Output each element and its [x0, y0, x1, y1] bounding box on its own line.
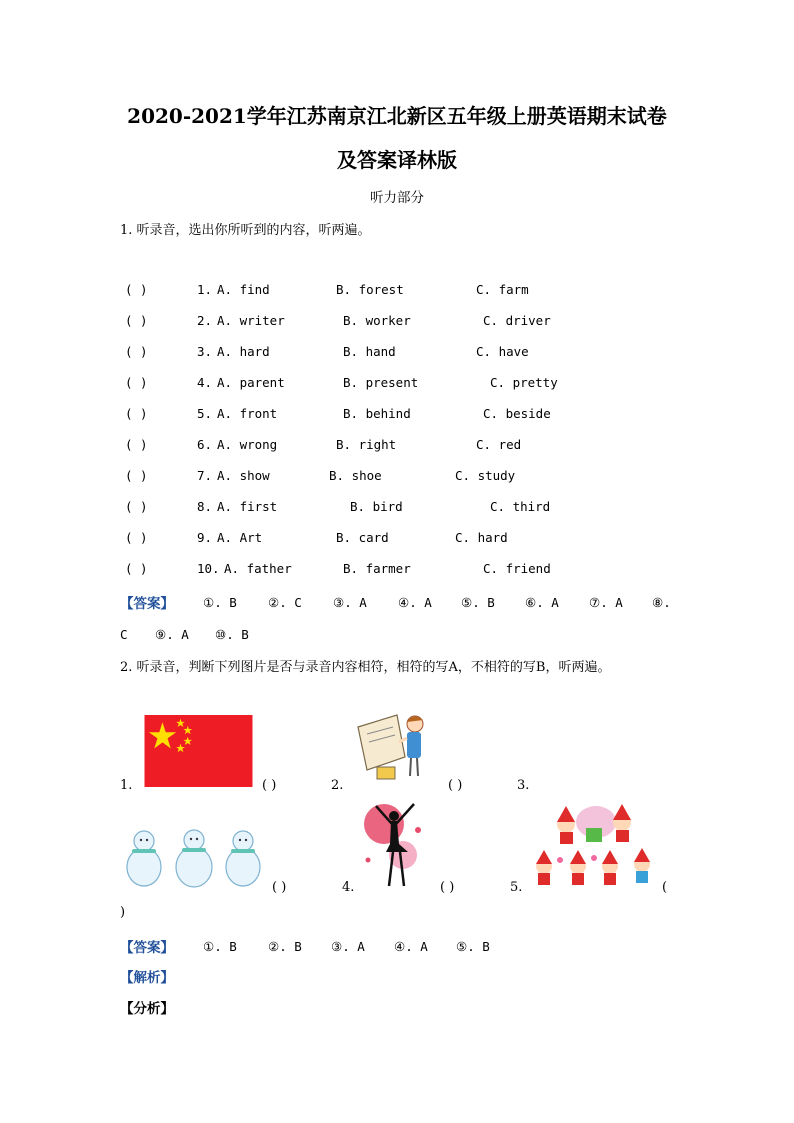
q1-item-9-option-b: B. card: [336, 530, 389, 545]
q1-item-8-option-c: C. third: [490, 499, 551, 514]
q2-instruction: 2. 听录音，判断下列图片是否与录音内容相符，相符的写A，不相符的写B，听两遍。: [120, 660, 611, 675]
q1-answer-5: ⑤. B: [461, 595, 495, 610]
q2-pic4-number: 4.: [342, 880, 355, 895]
q1-item-6-option-b: B. right: [336, 437, 397, 452]
q2-answer-5: ⑤. B: [456, 939, 490, 954]
q1-item-1-option-b: B. forest: [336, 282, 404, 297]
q1-item-6-number: 6.: [197, 437, 213, 452]
q1-item-9-number: 9.: [197, 530, 213, 545]
q1-answer-7: ⑦. A: [589, 595, 623, 610]
q1-item-3-number: 3.: [197, 344, 213, 359]
q2-pic5-answer-close: ): [120, 905, 126, 920]
q1-answer-2: ②. C: [268, 595, 302, 610]
q2-pic1-number: 1.: [120, 778, 133, 793]
china-flag-image: [143, 715, 254, 787]
q1-item-3-answer-blank[interactable]: ( ): [125, 344, 148, 359]
q1-item-9-option-c: C. hard: [455, 530, 508, 545]
q2-pic5-answer-open[interactable]: (: [662, 880, 668, 895]
q1-item-3-option-a: A. hard: [217, 344, 270, 359]
teacher-board-image: [355, 712, 433, 782]
document-title-line2: 及答案译林版: [337, 148, 457, 172]
q1-answer-6: ⑥. A: [525, 595, 559, 610]
q1-item-7-option-c: C. study: [455, 468, 516, 483]
q1-item-10-number: 10.: [197, 561, 220, 576]
q2-answer-label: 【答案】: [120, 940, 174, 956]
q1-item-4-option-a: A. parent: [217, 375, 285, 390]
q2-pic5-number: 5.: [510, 880, 523, 895]
q1-item-2-answer-blank[interactable]: ( ): [125, 313, 148, 328]
document-title-line1: 2020-2021学年江苏南京江北新区五年级上册英语期末试卷: [127, 104, 667, 128]
q1-item-8-option-b: B. bird: [350, 499, 403, 514]
q1-item-5-option-b: B. behind: [343, 406, 411, 421]
q2-answer-1: ①. B: [203, 939, 237, 954]
q1-item-9-answer-blank[interactable]: ( ): [125, 530, 148, 545]
q1-item-6-answer-blank[interactable]: ( ): [125, 437, 148, 452]
q1-item-8-number: 8.: [197, 499, 213, 514]
q1-answer-label: 【答案】: [120, 596, 174, 612]
q1-item-5-option-a: A. front: [217, 406, 278, 421]
q1-answer-8-cont: C: [120, 627, 128, 642]
q1-item-10-option-c: C. friend: [483, 561, 551, 576]
q1-answer-8: ⑧.: [652, 595, 671, 610]
q2-pic3-number: 3.: [517, 778, 530, 793]
q1-item-1-option-a: A. find: [217, 282, 270, 297]
q1-item-3-option-b: B. hand: [343, 344, 396, 359]
q2-pic4-answer-blank[interactable]: ( ): [440, 880, 455, 895]
q1-answer-9: ⑨. A: [155, 627, 189, 642]
q1-item-9-option-a: A. Art: [217, 530, 263, 545]
q1-item-5-option-c: C. beside: [483, 406, 551, 421]
q1-item-1-option-c: C. farm: [476, 282, 529, 297]
dancer-silhouette-image: [358, 800, 430, 890]
q1-answer-4: ④. A: [398, 595, 432, 610]
q1-item-2-number: 2.: [197, 313, 213, 328]
q1-item-7-option-b: B. shoe: [329, 468, 382, 483]
q1-instruction: 1. 听录音，选出你所听到的内容，听两遍。: [120, 223, 371, 238]
q1-item-7-number: 7.: [197, 468, 213, 483]
q2-answer-4: ④. A: [394, 939, 428, 954]
q1-item-7-answer-blank[interactable]: ( ): [125, 468, 148, 483]
q2-pic2-answer-blank[interactable]: ( ): [448, 778, 463, 793]
q1-item-8-answer-blank[interactable]: ( ): [125, 499, 148, 514]
q1-item-4-option-b: B. present: [343, 375, 419, 390]
analysis-label: 【解析】: [120, 970, 174, 986]
q1-item-7-option-a: A. show: [217, 468, 270, 483]
q1-item-4-option-c: C. pretty: [490, 375, 558, 390]
fenxi-label: 【分析】: [120, 1001, 174, 1017]
q1-item-1-number: 1.: [197, 282, 213, 297]
q1-item-10-option-b: B. farmer: [343, 561, 411, 576]
q1-item-4-answer-blank[interactable]: ( ): [125, 375, 148, 390]
q2-answer-2: ②. B: [268, 939, 302, 954]
q1-item-6-option-a: A. wrong: [217, 437, 278, 452]
q1-item-10-option-a: A. father: [224, 561, 292, 576]
q2-pic1-answer-blank[interactable]: ( ): [262, 778, 277, 793]
q1-item-2-option-a: A. writer: [217, 313, 285, 328]
q1-answer-10: ⑩. B: [215, 627, 249, 642]
q1-item-1-answer-blank[interactable]: ( ): [125, 282, 148, 297]
q1-item-2-option-c: C. driver: [483, 313, 551, 328]
q1-item-6-option-c: C. red: [476, 437, 522, 452]
q1-item-4-number: 4.: [197, 375, 213, 390]
q1-answer-1: ①. B: [203, 595, 237, 610]
q1-item-10-answer-blank[interactable]: ( ): [125, 561, 148, 576]
q2-pic3-answer-blank[interactable]: ( ): [272, 880, 287, 895]
q1-item-2-option-b: B. worker: [343, 313, 411, 328]
q2-pic2-number: 2.: [331, 778, 344, 793]
q1-item-3-option-c: C. have: [476, 344, 529, 359]
q1-item-5-number: 5.: [197, 406, 213, 421]
q2-answer-3: ③. A: [331, 939, 365, 954]
q1-answer-3: ③. A: [333, 595, 367, 610]
christmas-kids-image: [530, 800, 660, 892]
section-heading: 听力部分: [370, 190, 424, 206]
polar-bears-image: [122, 827, 264, 889]
q1-item-8-option-a: A. first: [217, 499, 278, 514]
q1-item-5-answer-blank[interactable]: ( ): [125, 406, 148, 421]
